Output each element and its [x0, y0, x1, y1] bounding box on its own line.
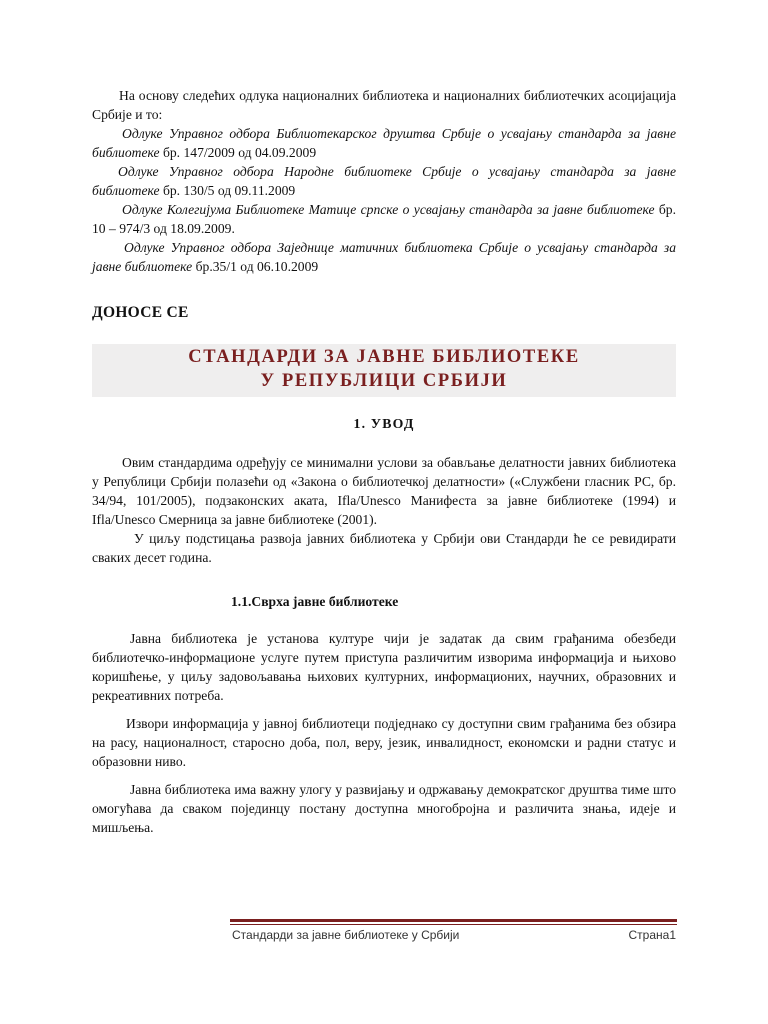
decision-2 [92, 162, 676, 200]
page-content [92, 86, 676, 837]
footer-rule-thick [230, 919, 677, 922]
section-1-1-paragraph-1: Јавна библиотека је установа културе чији је задатак да свим грађанима обезбеди библиотечко-информационе услуге путем приступа различитим изворима информација и њихово коришћење, у циљу задовољавања њихових културних, информационих, научних, образовних и рекреативних потреба. [92, 631, 676, 703]
document-title-box [92, 344, 676, 397]
decision-1-ref: бр. 147/2009 од 04.09.2009 [159, 145, 317, 160]
decision-2-title: Одлуке Управног одбора Народне библиотеке Србије о усвајању стандарда за јавне библиотеке [92, 164, 676, 198]
decision-3-ref: бр. 10 – 974/3 од 18.09.2009. [92, 202, 676, 236]
decision-4-title: Одлуке Управног одбора Заједнице матичних библиотека Србије о усвајању стандарда за јавне библиотеке [92, 240, 676, 274]
section-1-1-paragraph-3: Јавна библиотека има важну улогу у развијању и одржавању демократског друштва тиме што омогућава да сваком појединцу постану доступна многобројна и различита знања, идеје и мишљења. [92, 782, 676, 835]
footer-page-number: Страна1 [628, 928, 676, 942]
decision-3 [92, 200, 676, 238]
section-1-1-heading: 1.1.Сврха јавне библиотеке [231, 594, 399, 609]
decision-3-title: Одлуке Колегијума Библиотеке Матице српске о усвајању стандарда за јавне библиотеке [122, 202, 655, 217]
section-1-paragraph-1: Овим стандардима одређују се минимални услови за обављање делатности јавних библиотека у Републици Србији полазећи од «Закона о библиотечкој делатности» («Службени гласник РС, бр. 34/94, 101/2005), подзаконских аката, Ifla/Unesco Манифеста за јавне библиотеке (1994) и Ifla/Unesco Смерница за јавне библиотеке (2001). [92, 455, 676, 527]
decision-1 [92, 124, 676, 162]
section-1-1-paragraph-2: Извори информација у јавној библиотеци подједнако су доступни свим грађанима без обзира на расу, националност, старосно доба, пол, веру, језик, инвалидност, економски и радни статус и образовни ниво. [92, 716, 676, 769]
decision-2-ref: бр. 130/5 од 09.11.2009 [159, 183, 296, 198]
decision-1-title: Одлуке Управног одбора Библиотекарског друштва Србије о усвајању стандарда за јавне библиотеке [92, 126, 676, 160]
footer-title: Стандарди за јавне библиотеке у Србији [232, 928, 460, 942]
intro-paragraph: На основу следећих одлука националних библиотека и националних библиотечких асоцијација Србије и то: [92, 88, 676, 122]
donose-heading: ДОНОСЕ СЕ [92, 304, 189, 321]
decision-4-ref: бр.35/1 од 06.10.2009 [192, 259, 319, 274]
section-1-heading: 1. УВОД [353, 416, 415, 431]
footer-rule-thin [230, 924, 677, 925]
document-title-line-2: У РЕПУБЛИЦИ СРБИЈИ [260, 371, 508, 391]
section-1-paragraph-2: У циљу подстицања развоја јавних библиотека у Србији ови Стандарди ће се ревидирати сваких десет година. [92, 531, 676, 565]
decision-4 [92, 238, 676, 276]
document-title-line-1: СТАНДАРДИ ЗА ЈАВНЕ БИБЛИОТЕКЕ [188, 347, 580, 367]
